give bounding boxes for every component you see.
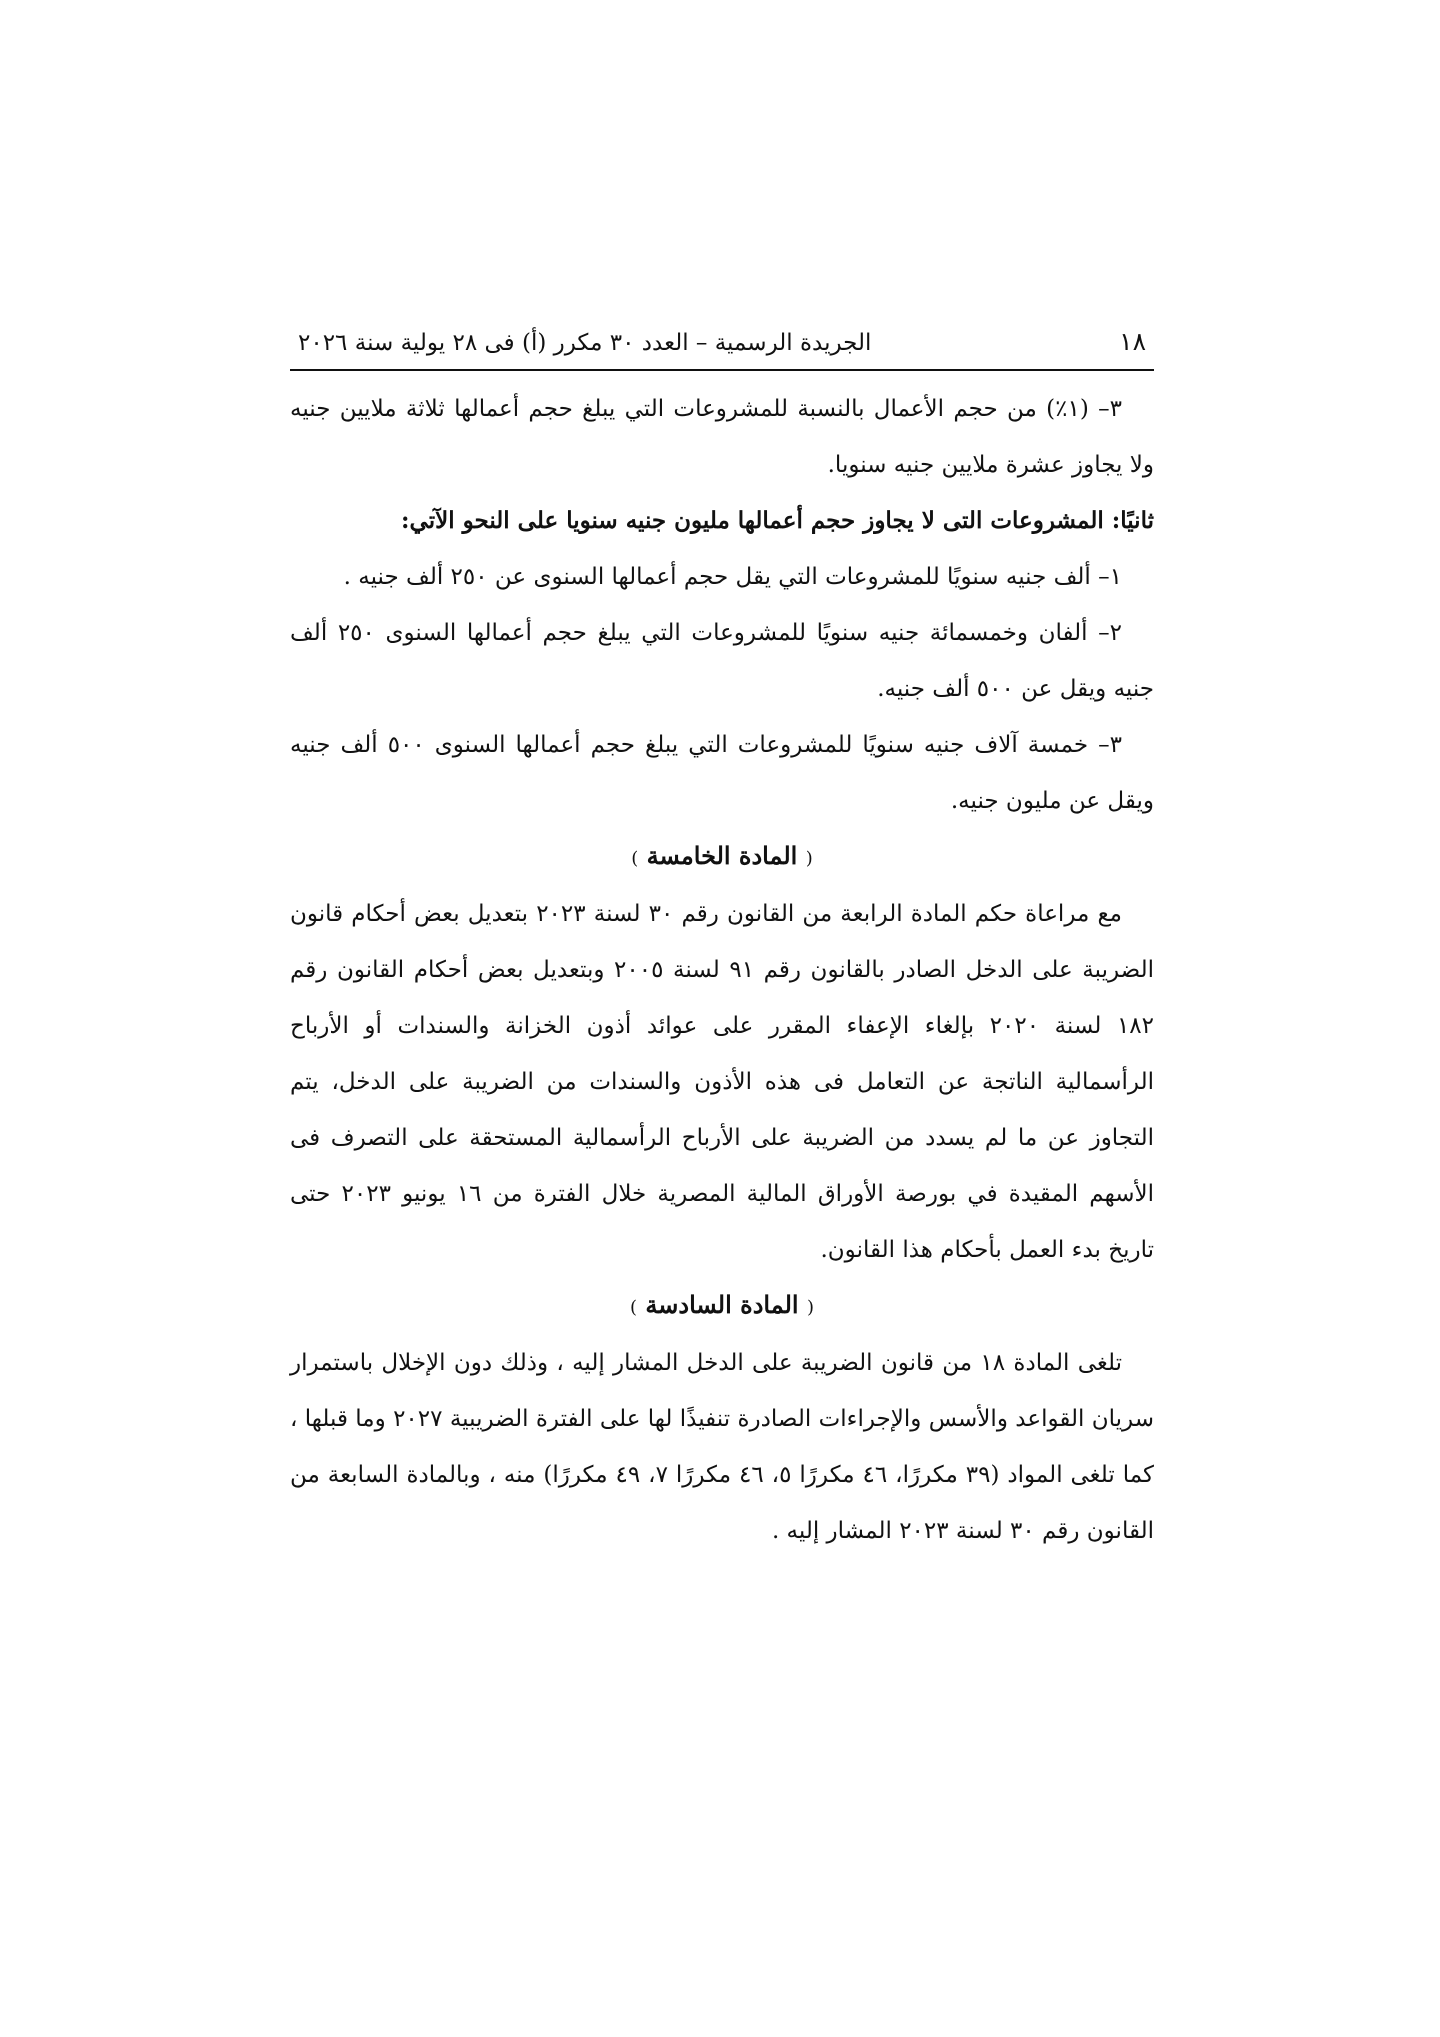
paragraph-item-1: ١– ألف جنيه سنويًا للمشروعات التي يقل حجم أعمالها السنوى عن ٢٥٠ ألف جنيه .: [343, 564, 1122, 590]
article-6-close-paren: ): [630, 1297, 638, 1318]
section-second-heading: ثانيًا: المشروعات التى لا يجاوز حجم أعمالها مليون جنيه سنويا على النحو الآتي:: [401, 507, 1154, 534]
paragraph-item-3: ٣– خمسة آلاف جنيه سنويًا للمشروعات التي يبلغ حجم أعمالها السنوى ٥٠٠ ألف جنيه ويقل عن مليون جنيه.: [290, 732, 1154, 814]
article-6-heading: [290, 1278, 1154, 1335]
document-body: [290, 381, 1154, 1559]
article-5-open-paren: (: [805, 848, 813, 869]
paragraph-item-3-percent: ٣– (١٪) من حجم الأعمال بالنسبة للمشروعات التي يبلغ حجم أعمالها ثلاثة ملايين جنيه ولا يجاوز عشرة ملايين جنيه سنويا.: [290, 396, 1154, 478]
article-5-heading: [290, 829, 1154, 886]
article-6-title: المادة السادسة: [645, 1290, 799, 1319]
page-header: [290, 322, 1154, 371]
article-6-text: تلغى المادة ١٨ من قانون الضريبة على الدخل المشار إليه ، وذلك دون الإخلال باستمرار سريان القواعد والأسس والإجراءات الصادرة تنفيذًا لها على الفترة الضريبية ٢٠٢٧ وما قبلها ، كما تلغى المواد (٣٩ مكررًا، ٤٦ مكررًا ٥، ٤٦ مكررًا ٧، ٤٩ مكررًا) منه ، وبالمادة السابعة من القانون رقم ٣٠ لسنة ٢٠٢٣ المشار إليه .: [290, 1350, 1154, 1544]
article-5-text: مع مراعاة حكم المادة الرابعة من القانون رقم ٣٠ لسنة ٢٠٢٣ بتعديل بعض أحكام قانون الضريبة على الدخل الصادر بالقانون رقم ٩١ لسنة ٢٠٠٥ وبتعديل بعض أحكام القانون رقم ١٨٢ لسنة ٢٠٢٠ بإلغاء الإعفاء المقرر على عوائد أذون الخزانة والسندات أو الأرباح الرأسمالية الناتجة عن التعامل فى هذه الأذون والسندات من الضريبة على الدخل، يتم التجاوز عن ما لم يسدد من الضريبة على الأرباح الرأسمالية المستحقة على التصرف فى الأسهم المقيدة في بورصة الأوراق المالية المصرية خلال الفترة من ١٦ يونيو ٢٠٢٣ حتى تاريخ بدء العمل بأحكام هذا القانون.: [290, 901, 1154, 1263]
gazette-title: الجريدة الرسمية – العدد ٣٠ مكرر (أ) فى ٢٨ يولية سنة ٢٠٢٦: [298, 330, 872, 356]
article-6-open-paren: (: [806, 1297, 814, 1318]
page-number: ١٨: [1119, 327, 1146, 356]
article-5-close-paren: ): [631, 848, 639, 869]
document-page: [290, 322, 1154, 1559]
article-5-title: المادة الخامسة: [646, 841, 798, 870]
paragraph-item-2: ٢– ألفان وخمسمائة جنيه سنويًا للمشروعات التي يبلغ حجم أعمالها السنوى ٢٥٠ ألف جنيه ويقل عن ٥٠٠ ألف جنيه.: [290, 620, 1154, 702]
